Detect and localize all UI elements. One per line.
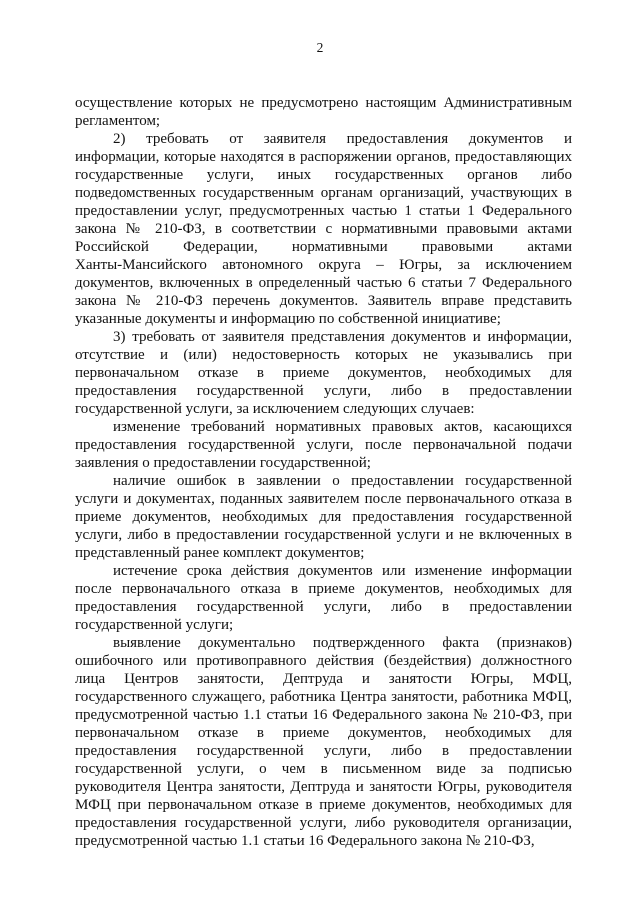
text-line: 2) требовать от заявителя предоставления документов и	[113, 131, 572, 147]
text-line: закона № 210-ФЗ, в соответствии с нормативными правовыми актами	[75, 221, 572, 237]
text-line: заявления о предоставлении государственной;	[75, 455, 371, 471]
text-line: государственной услуги, за исключением следующих случаев:	[75, 401, 475, 417]
text-line: государственного служащего, работника Центра занятости, работника МФЦ,	[75, 689, 572, 705]
text-line: государственной услуги, о чем в письменном виде за подписью	[75, 761, 572, 777]
paragraph	[75, 94, 572, 130]
text-line: выявление документально подтвержденного факта (признаков)	[113, 635, 572, 651]
text-line: ошибочного или противоправного действия (бездействия) должностного	[75, 653, 572, 669]
text-line: предоставления государственной услуги, либо в предоставлении	[75, 383, 572, 399]
text-line: лица Центров занятости, Дептруда и занятости Югры, МФЦ,	[75, 671, 572, 687]
text-line: отсутствие и (или) недостоверность которых не указывались при	[75, 347, 572, 363]
text-line: информации, которые находятся в распоряжении органов, предоставляющих	[75, 149, 572, 165]
text-line: государственной услуги;	[75, 617, 234, 633]
text-line: МФЦ при первоначальном отказе в приеме документов, необходимых для	[75, 797, 572, 813]
text-line: Российской Федерации, нормативными правовыми актами	[75, 239, 572, 255]
text-line: Ханты-Мансийского автономного округа – Югры, за исключением	[75, 257, 572, 273]
text-line: предоставления государственной услуги, после первоначальной подачи	[75, 437, 572, 453]
text-line: предоставления государственной услуги, либо руководителя организации,	[75, 815, 572, 831]
text-line: наличие ошибок в заявлении о предоставлении государственной	[113, 473, 572, 489]
text-line: первоначальном отказе в приеме документов, необходимых для	[75, 725, 572, 741]
text-line: предоставлении услуг, предусмотренных частью 1 статьи 1 Федерального	[75, 203, 572, 219]
text-line: государственные услуги, иных государственных органов либо	[75, 167, 572, 183]
text-line: предоставления государственной услуги, либо в предоставлении	[75, 599, 572, 615]
text-line: приеме документов, необходимых для предоставления государственной	[75, 509, 572, 525]
text-line: после первоначального отказа в приеме документов, необходимых для	[75, 581, 572, 597]
text-line: первоначальном отказе в приеме документов, необходимых для	[75, 365, 572, 381]
paragraph	[75, 562, 572, 634]
paragraph	[75, 328, 572, 418]
text-line: предусмотренной частью 1.1 статьи 16 Федерального закона № 210-ФЗ, при	[75, 707, 572, 723]
text-line: подведомственных государственным органам организаций, участвующих в	[75, 185, 572, 201]
text-line: истечение срока действия документов или изменение информации	[113, 563, 572, 579]
text-line: руководителя Центра занятости, Дептруда и занятости Югры, руководителя	[75, 779, 572, 795]
text-line: документов, включенных в определенный частью 6 статьи 7 Федерального	[75, 275, 572, 291]
text-line: изменение требований нормативных правовых актов, касающихся	[113, 419, 572, 435]
text-line: предусмотренной частью 1.1 статьи 16 Федерального закона № 210-ФЗ,	[75, 833, 535, 849]
page-number: 2	[316, 40, 324, 55]
text-line: предоставления государственной услуги, либо в предоставлении	[75, 743, 572, 759]
paragraph	[75, 418, 572, 472]
document-body	[75, 94, 572, 850]
paragraph	[75, 130, 572, 328]
paragraph	[75, 472, 572, 562]
text-line: 3) требовать от заявителя представления документов и информации,	[113, 329, 572, 345]
text-line: услуги и документах, поданных заявителем после первоначального отказа в	[75, 491, 572, 507]
text-line: осуществление которых не предусмотрено настоящим Административным	[75, 95, 572, 111]
text-line: услуги, либо в предоставлении государственной услуги и не включенных в	[75, 527, 572, 543]
text-line: представленный ранее комплект документов;	[75, 545, 365, 561]
paragraph	[75, 634, 572, 850]
text-line: регламентом;	[75, 113, 161, 129]
text-line: закона № 210-ФЗ перечень документов. Заявитель вправе представить	[75, 293, 572, 309]
text-line: указанные документы и информацию по собственной инициативе;	[75, 311, 501, 327]
